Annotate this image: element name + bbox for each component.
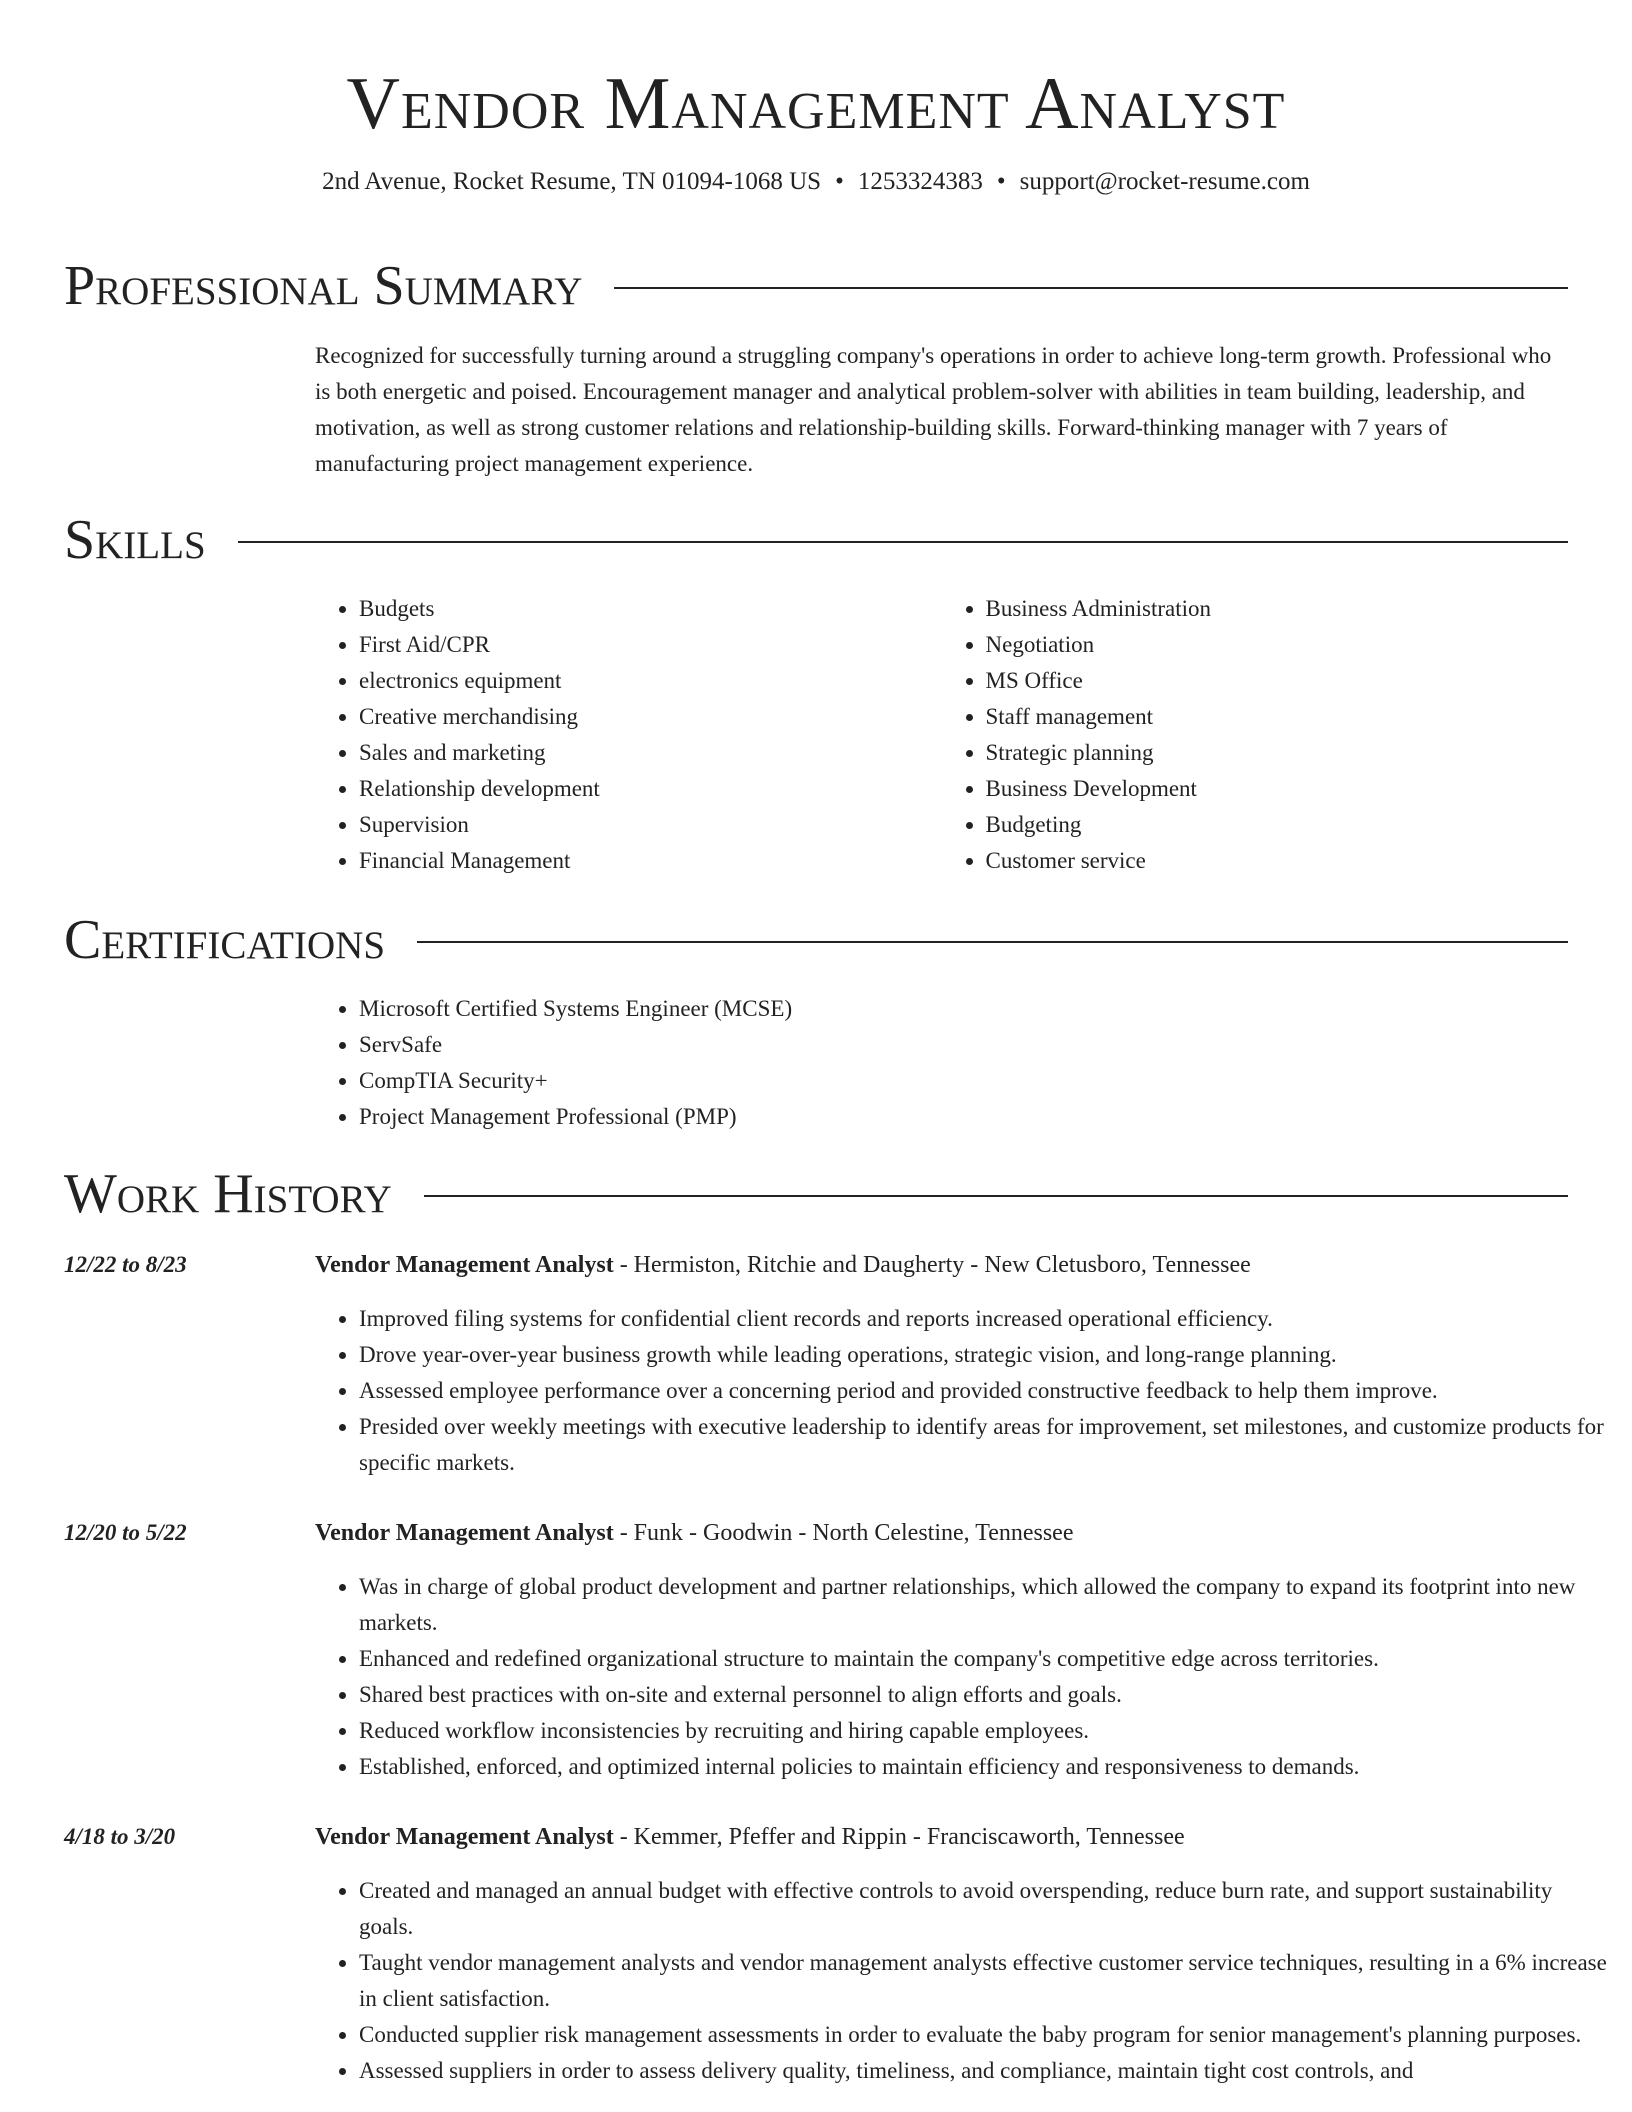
skill-item: • Budgets [359, 591, 942, 627]
skill-item: • Staff management [986, 699, 1569, 735]
skills-list-left [315, 591, 942, 879]
certification-item: • Project Management Professional (PMP) [359, 1099, 1568, 1135]
job-bullet: • Presided over weekly meetings with executive leadership to identify areas for improvement, set milestones, and customize products for specific markets. [359, 1409, 1612, 1481]
job-bullet: • Assessed suppliers in order to assess delivery quality, timeliness, and compliance, maintain tight cost controls, and [359, 2053, 1612, 2089]
skill-item: • electronics equipment [359, 663, 942, 699]
job-title: Vendor Management Analyst [315, 1824, 614, 1850]
job-bullet: • Established, enforced, and optimized internal policies to maintain efficiency and responsiveness to demands. [359, 1749, 1612, 1785]
job-title: Vendor Management Analyst [315, 1520, 614, 1546]
job-bullet: • Shared best practices with on-site and external personnel to align efforts and goals. [359, 1677, 1612, 1713]
section-divider [614, 287, 1568, 289]
summary-block [315, 338, 1568, 482]
job-bullets [315, 1301, 1612, 1481]
job-bullet: • Improved filing systems for confidential client records and reports increased operational efficiency. [359, 1301, 1612, 1337]
section-divider [424, 1195, 1568, 1197]
skill-item: • Creative merchandising [359, 699, 942, 735]
skill-item: • Business Development [986, 771, 1569, 807]
contact-line [64, 166, 1568, 198]
resume-name: Vendor Management Analyst [346, 63, 1286, 145]
skill-item: • Business Administration [986, 591, 1569, 627]
contact-address: 2nd Avenue, Rocket Resume, TN 01094-1068 US [322, 168, 822, 195]
certification-item: • ServSafe [359, 1027, 1568, 1063]
contact-separator: • [996, 168, 1006, 195]
job-bullet: • Enhanced and redefined organizational structure to maintain the company's competitive edge across territories. [359, 1641, 1612, 1677]
contact-email: support@rocket-resume.com [1019, 168, 1310, 195]
section-header-work-history [64, 1162, 1568, 1226]
resume-page [64, 0, 1607, 2083]
certifications-block [315, 991, 1568, 1135]
job-bullet: • Assessed employee performance over a concerning period and provided constructive feedback to help them improve. [359, 1373, 1612, 1409]
section-divider [238, 541, 1568, 543]
job-title-line [315, 1247, 1251, 1283]
section-title-skills: Skills [64, 509, 206, 571]
section-divider [417, 941, 1568, 943]
certification-item: • Microsoft Certified Systems Engineer (MCSE) [359, 991, 1568, 1027]
skill-item: • Supervision [359, 807, 942, 843]
job-title: Vendor Management Analyst [315, 1252, 614, 1278]
skills-list-right [942, 591, 1569, 879]
skill-item: • Sales and marketing [359, 735, 942, 771]
section-title-work-history: Work History [64, 1163, 392, 1225]
job-bullets [315, 1873, 1612, 2089]
skill-item: • Financial Management [359, 843, 942, 879]
section-title-certifications: Certifications [64, 909, 386, 971]
job-dates: 4/18 to 3/20 [64, 1824, 176, 1849]
contact-phone: 1253324383 [857, 168, 983, 195]
job-dates: 12/22 to 8/23 [64, 1252, 187, 1277]
job-bullet: • Drove year-over-year business growth while leading operations, strategic vision, and long-range planning. [359, 1337, 1612, 1373]
job-employer: - Hermiston, Ritchie and Daugherty - New Cletusboro, Tennessee [613, 1252, 1251, 1278]
section-header-skills [64, 508, 1568, 572]
job-title-line [315, 1819, 1185, 1855]
job-bullet: • Reduced workflow inconsistencies by recruiting and hiring capable employees. [359, 1713, 1612, 1749]
certifications-list [315, 991, 1568, 1135]
job-employer: - Funk - Goodwin - North Celestine, Tennessee [613, 1520, 1074, 1546]
section-header-summary [64, 254, 1568, 318]
skills-grid [315, 591, 1568, 879]
section-header-certifications [64, 908, 1568, 972]
skill-item: • Negotiation [986, 627, 1569, 663]
skill-item: • Customer service [986, 843, 1569, 879]
section-title-summary: Professional Summary [64, 255, 583, 317]
job-employer: - Kemmer, Pfeffer and Rippin - Franciscaworth, Tennessee [613, 1824, 1185, 1850]
job-bullets [315, 1569, 1612, 1785]
job-bullet: • Conducted supplier risk management assessments in order to evaluate the baby program for senior management's planning purposes. [359, 2017, 1612, 2053]
skill-item: • Relationship development [359, 771, 942, 807]
certification-item: • CompTIA Security+ [359, 1063, 1568, 1099]
job-title-line [315, 1515, 1073, 1551]
contact-separator: • [835, 168, 844, 195]
skill-item: • MS Office [986, 663, 1569, 699]
job-dates: 12/20 to 5/22 [64, 1520, 187, 1545]
job-bullet: • Was in charge of global product development and partner relationships, which allowed the company to expand its footprint into new markets. [359, 1569, 1612, 1641]
skill-item: • Strategic planning [986, 735, 1569, 771]
job-bullet: • Created and managed an annual budget with effective controls to avoid overspending, reduce burn rate, and support sustainability goals. [359, 1873, 1612, 1945]
summary-text: Recognized for successfully turning around a struggling company's operations in order to achieve long-term growth. Professional who is both energetic and poised. Encouragement manager and analytical problem-solver with abilities in team building, leadership, and motivation, as well as strong customer relations and relationship-building skills. Forward-thinking manager with 7 years of manufacturing project management experience. [315, 343, 1552, 476]
skill-item: • Budgeting [986, 807, 1569, 843]
skill-item: • First Aid/CPR [359, 627, 942, 663]
job-bullet: • Taught vendor management analysts and vendor management analysts effective customer service techniques, resulting in a 6% increase in client satisfaction. [359, 1945, 1612, 2017]
